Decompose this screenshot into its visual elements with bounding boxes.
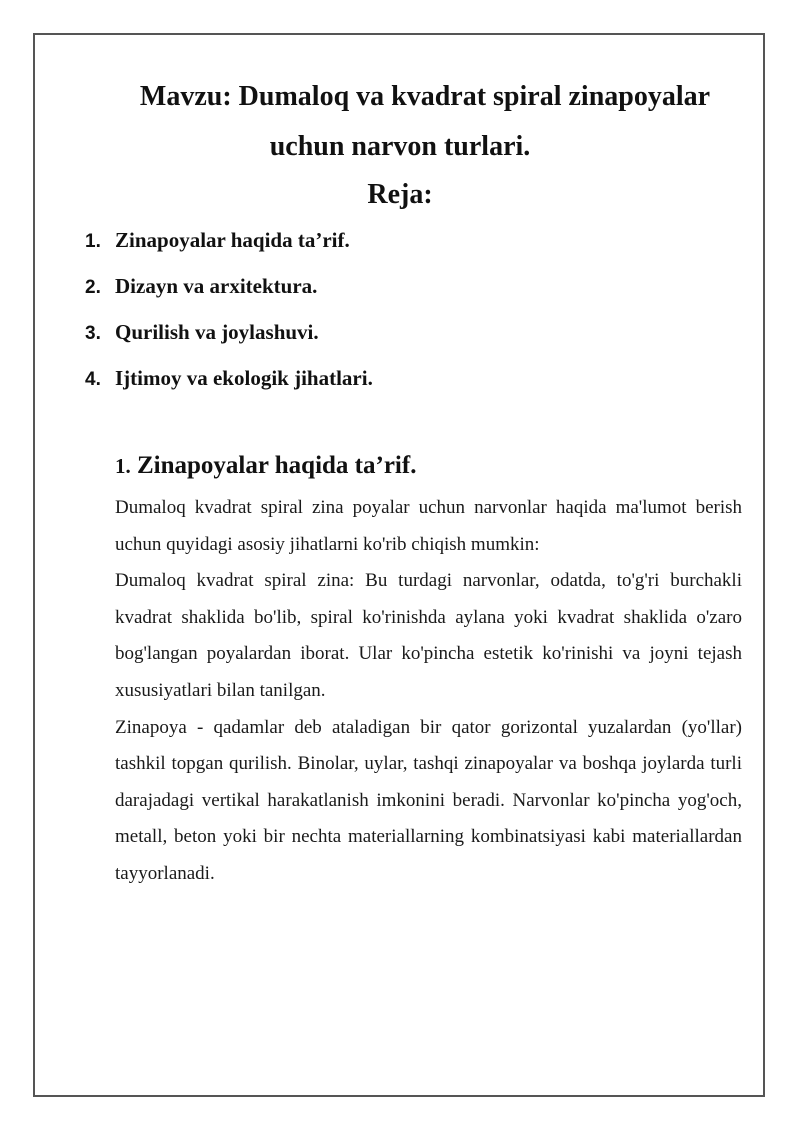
- plan-item-text: Zinapoyalar haqida ta’rif.: [115, 228, 350, 252]
- document-title-line-1: Mavzu: Dumaloq va kvadrat spiral zinapoyalar: [139, 81, 711, 112]
- plan-item-number: 4.: [85, 369, 101, 390]
- plan-item-text: Ijtimoy va ekologik jihatlari.: [115, 366, 373, 390]
- section-title: Zinapoyalar haqida ta’rif.: [137, 452, 417, 479]
- document-title-line-2: uchun narvon turlari.: [269, 131, 531, 162]
- plan-item: [85, 320, 373, 366]
- section-number: 1.: [115, 454, 131, 478]
- plan-item: [85, 228, 373, 274]
- plan-item-text: Dizayn va arxitektura.: [115, 274, 318, 298]
- plan-item-number: 3.: [85, 323, 101, 344]
- section-body: [115, 490, 742, 893]
- plan-list: [85, 228, 373, 412]
- section-heading: [115, 450, 416, 482]
- body-paragraph: Dumaloq kvadrat spiral zina: Bu turdagi narvonlar, odatda, to'g'ri burchakli kvadrat shaklida bo'lib, spiral ko'rinishda aylana yoki kvadrat shaklida o'zaro bog'langan poyalardan iborat. Ular ko'pincha estetik ko'rinishi va joyni tejash xususiyatlari bilan tanilgan.: [115, 570, 742, 701]
- body-paragraph: Dumaloq kvadrat spiral zina poyalar uchun narvonlar haqida ma'lumot berish uchun quyidagi asosiy jihatlarni ko'rib chiqish mumkin:: [115, 497, 742, 555]
- plan-item: [85, 274, 373, 320]
- plan-item: [85, 366, 373, 412]
- body-paragraph: Zinapoya - qadamlar deb ataladigan bir qator gorizontal yuzalardan (yo'llar) tashkil topgan qurilish. Binolar, uylar, tashqi zinapoyalar va boshqa joylarda turli darajadagi vertikal harakatlanish imkonini beradi. Narvonlar ko'pincha yog'och, metall, beton yoki bir nechta materiallarning kombinatsiyasi kabi materiallardan tayyorlanadi.: [115, 716, 742, 884]
- plan-item-text: Qurilish va joylashuvi.: [115, 320, 319, 344]
- plan-heading: Reja:: [367, 179, 433, 210]
- plan-item-number: 1.: [85, 231, 101, 252]
- plan-item-number: 2.: [85, 277, 101, 298]
